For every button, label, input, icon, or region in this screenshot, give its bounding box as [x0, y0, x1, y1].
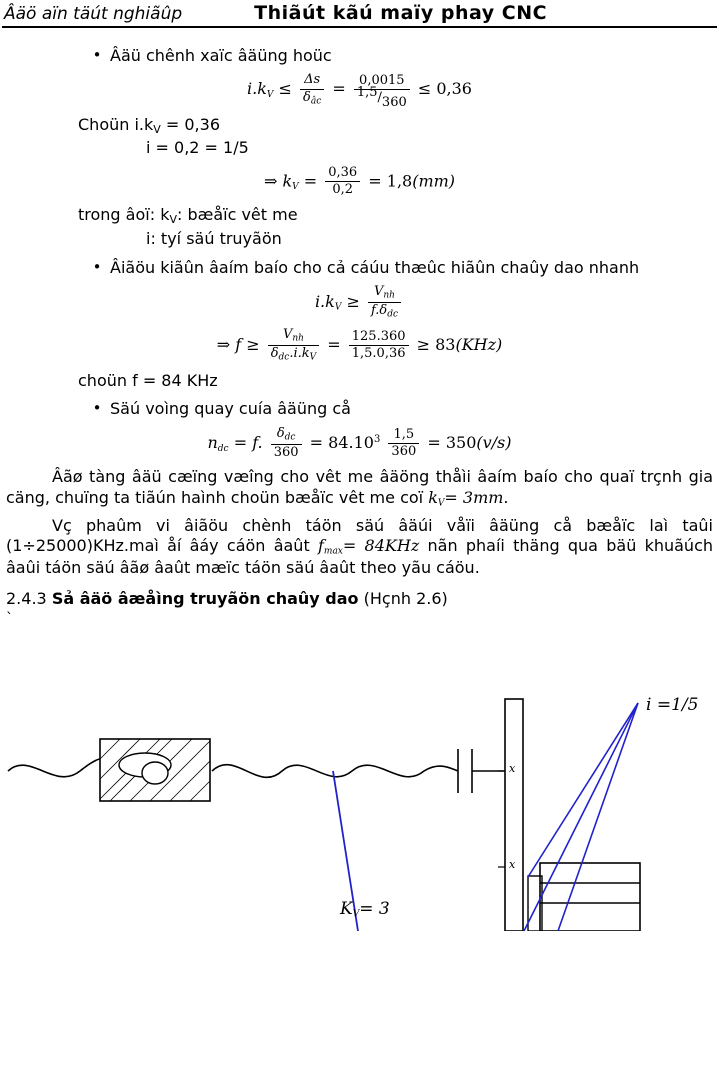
equation-3: i.kV ≥ $\frac{V_{nh}}{f.\delta_{dc}}$: [6, 284, 713, 321]
eq1-lhs: i.k: [247, 79, 267, 99]
eq2-unit: (mm): [412, 171, 456, 191]
figure-label-ratio: i =1/5: [646, 695, 699, 716]
bullet-text-2: Âiãöu kiãûn âaím baío cho cả cáúu thæûc hiãûn chaûy dao nhanh: [110, 257, 640, 277]
bullet-marker: •: [92, 46, 102, 64]
stray-backtick: `: [6, 611, 13, 628]
equation-5: ndc = f. $\frac{\delta_{dc}}{360}$ = $84.10^3$ $\frac{1,5}{360}$ = 350(v/s): [207, 425, 512, 460]
eq1-fraction-2: [354, 73, 410, 111]
eq2-result: = 1,8: [368, 171, 413, 191]
equation-1: [6, 72, 713, 111]
table-block: [540, 863, 640, 931]
eq1-equals: =: [332, 79, 346, 99]
bullet-text-1: Âäü chênh xaïc âäüng hoüc: [110, 46, 332, 65]
figure-drive-diagram: [0, 631, 719, 931]
paragraph-1: Âãø tàng âäü cæïng væîng cho vêt me âäöng thåìi âaím baío cho quaï trçnh gia cäng, chuïng ta tiãún haình choün bæåïc vêt me coï kV= 3mm.: [6, 467, 713, 509]
eq2-fraction: $\frac{0,36}{0,2}$: [325, 165, 360, 199]
eq1-rhs: 0,36: [436, 79, 472, 99]
bullet-item-1: [6, 46, 713, 66]
eq1-frac2-den: [354, 85, 410, 111]
eq1-frac1-den: $\delta_{âc}$: [303, 89, 322, 107]
shaft-wave-right: [212, 765, 458, 778]
eq1-frac1-num: Δs: [300, 72, 324, 89]
bullet-text-3: Säú voìng quay cuía âäüng cå: [110, 399, 351, 419]
equation-2: ⇒ kV = $\frac{0,36}{0,2}$ = 1,8(mm): [263, 164, 456, 198]
eq3-fraction: $\frac{V_{nh}}{f.\delta_{dc}}$: [368, 284, 401, 321]
paragraph-1-inline-math: kV= 3mm: [428, 487, 504, 509]
ratio-line-3: [524, 703, 638, 931]
screw-column: [505, 699, 523, 931]
section-heading: [6, 589, 713, 609]
eq1-lhs-sub: V: [266, 90, 274, 101]
eq1-rel2: ≤: [417, 79, 432, 99]
eq1-fraction-1: [300, 72, 324, 107]
eq2-k: k: [282, 171, 293, 191]
page-header: [0, 0, 719, 26]
eq1-frac2-num: 0,0015: [354, 73, 410, 90]
rotor-ellipse-small: [142, 762, 168, 784]
section-reference: (Hçnh 2.6): [363, 588, 448, 608]
eq1-rel1: ≤: [278, 79, 292, 99]
eq4-fraction-2: $\frac{125.360}{1,5.0,36}$: [349, 329, 409, 363]
paragraph-2-inline-math: fmax= 84KHz: [317, 536, 420, 557]
ratio-line-2: [528, 703, 638, 877]
equation-4: ⇒ f ≥ $\frac{V_{nh}}{\delta_{dc}.i.k_V}$ = $\frac{125.360}{1,5.0,36}$ ≥ 83(KHz): [216, 327, 503, 363]
bullet-item-3: [6, 399, 713, 419]
eq5-fraction-2: $\frac{1,5}{360}$: [388, 427, 419, 461]
page-content: [0, 28, 719, 629]
figure-label-kv: KV= 3: [340, 899, 390, 920]
header-right-title: Thiãút kãú maïy phay CNC: [254, 2, 548, 24]
line-choun: Choün $i.k_V = 0,36$: [78, 114, 220, 136]
figure-label-x2: x: [509, 858, 516, 872]
line-i-desc: i: tyí säú truyãön: [146, 229, 282, 249]
eq1-slash-fraction: 1,5/360: [356, 85, 407, 111]
paragraph-2: Vç phaûm vi âiãöu chènh táön säú âäúi våïi âäüng cå bæåïc laì taûi (1÷25000)KHz.maì åí âáy cáön âaût fmax= 84KHz nãn phaíi thäng qua bäü khuãúch âaûi táön säú âãø âaût mæïc táön säú âaût theo yãu cáöu.: [6, 515, 714, 578]
ratio-line-1: [558, 703, 638, 931]
section-number: 2.4.3: [6, 588, 47, 608]
bullet-marker: •: [92, 399, 102, 418]
header-left-text: Âäö aïn täút nghiãûp: [4, 4, 183, 24]
line-choun-f: choün f = 84 KHz: [78, 370, 218, 390]
bullet-item-2: [6, 258, 713, 278]
section-title-text: Sả âäö âæåìng truyãön chaûy dao: [51, 588, 359, 608]
eq2-arrow: ⇒: [263, 171, 278, 191]
bullet-marker: •: [92, 257, 102, 276]
line-trong: trong âoï: $k_V$: bæåïc vêt me: [78, 205, 298, 227]
eq4-fraction-1: $\frac{V_{nh}}{\delta_{dc}.i.k_V}$: [268, 327, 319, 364]
shaft-wave-left: [8, 759, 100, 777]
figure-svg: [0, 631, 719, 931]
line-ratio: i = 0,2 = 1/5: [146, 138, 249, 158]
figure-label-x1: x: [509, 762, 516, 776]
eq5-fraction-1: $\frac{\delta_{dc}}{360}$: [271, 426, 302, 461]
